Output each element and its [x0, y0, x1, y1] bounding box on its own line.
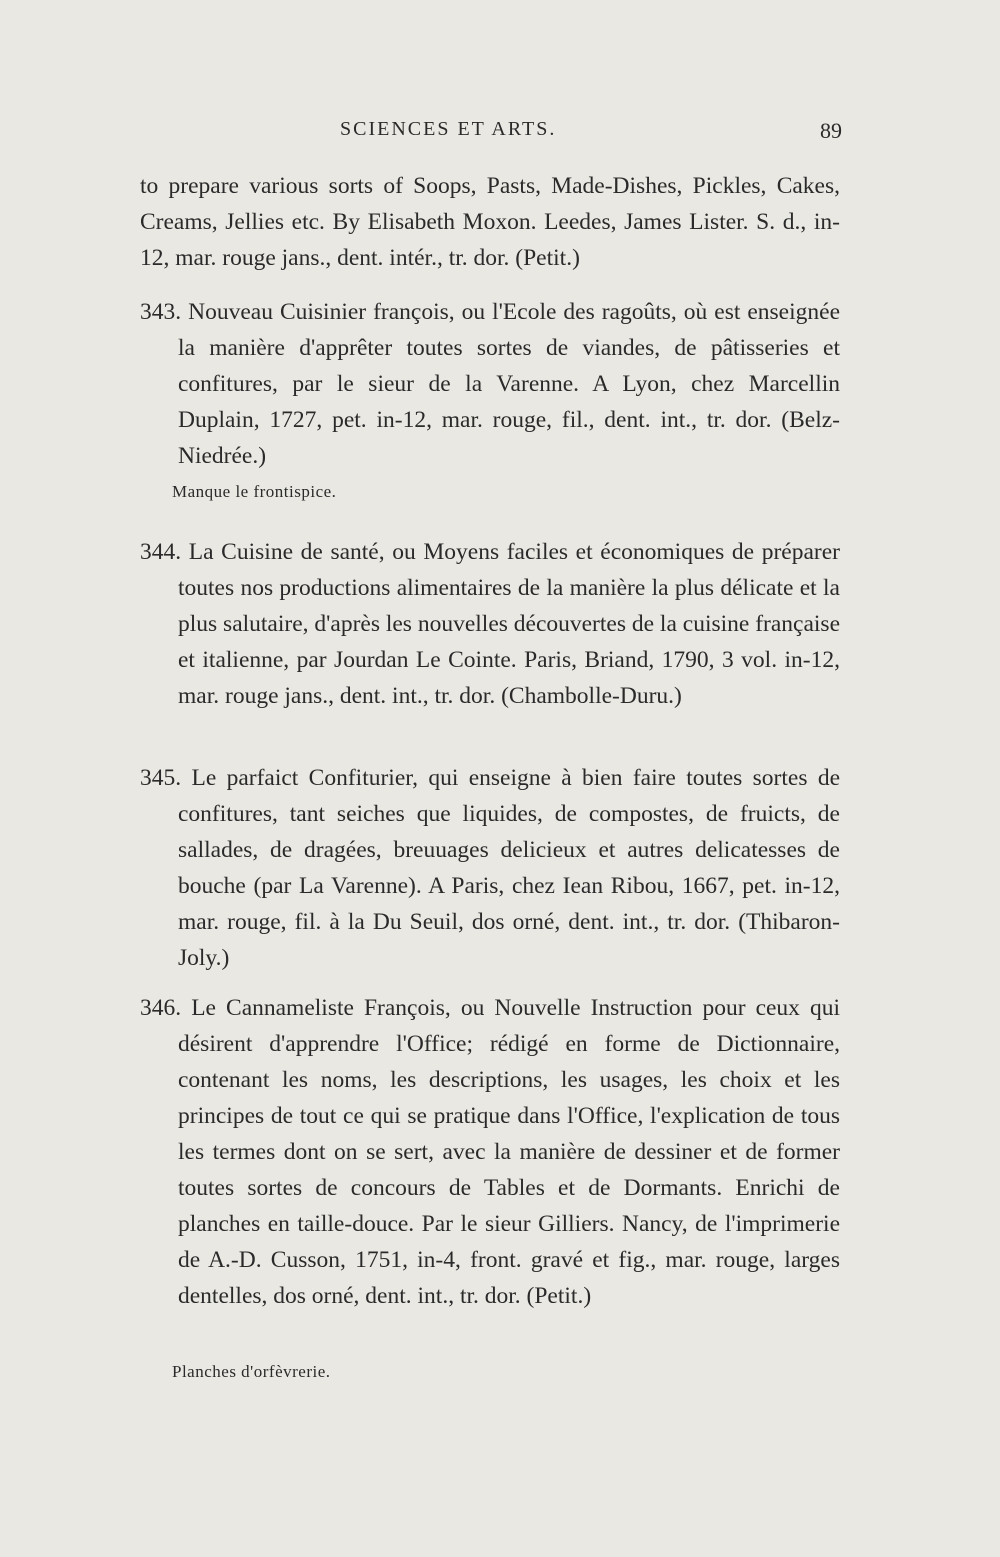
entry-345 [140, 760, 840, 976]
entry-number: 343. [140, 299, 182, 325]
entry-note: Planches d'orfèvrerie. [172, 1362, 331, 1381]
entry-346 [140, 990, 840, 1314]
entry-343 [140, 294, 840, 474]
entry-number: 345. [140, 765, 182, 791]
entry-note: Manque le frontispice. [172, 482, 337, 501]
continuation-paragraph [140, 168, 840, 276]
running-title: SCIENCES ET ARTS. [340, 118, 557, 140]
entry-text: Le Cannameliste François, ou Nouvelle Instruction pour ceux qui désirent d'apprendre l'Office; rédigé en forme de Dictionnaire, contenant les noms, les descriptions, les usages, les choix et les principes de tout ce qui se pratique dans l'Office, l'explication de tous les termes dont on se sert, avec la manière de dessiner et de former toutes sortes de concours de Tables et de Dormants. Enrichi de planches en taille-douce. Par le sieur Gilliers. Nancy, de l'imprimerie de A.-D. Cusson, 1751, in-4, front. gravé et fig., mar. rouge, larges dentelles, dos orné, dent. int., tr. dor. (Petit.) [178, 995, 841, 1309]
page-number: 89 [820, 118, 842, 143]
entry-text: La Cuisine de santé, ou Moyens faciles et économiques de préparer toutes nos productions alimentaires de la manière la plus délicate et la plus salutaire, d'après les nouvelles découvertes de la cuisine française et italienne, par Jourdan Le Cointe. Paris, Briand, 1790, 3 vol. in-12, mar. rouge jans., dent. int., tr. dor. (Chambolle-Duru.) [178, 539, 840, 709]
entry-text: Le parfaict Confiturier, qui enseigne à bien faire toutes sortes de confitures, tant seiches que liquides, de compostes, de fruicts, de sallades, de dragées, breuuages delicieux et autres delicatesses de bouche (par La Varenne). A Paris, chez Iean Ribou, 1667, pet. in-12, mar. rouge, fil. à la Du Seuil, dos orné, dent. int., tr. dor. (Thibaron-Joly.) [178, 765, 840, 971]
continuation-text: to prepare various sorts of Soops, Pasts, Made-Dishes, Pickles, Cakes, Creams, Jellies etc. By Elisabeth Moxon. Leedes, James Lister. S. d., in-12, mar. rouge jans., dent. intér., tr. dor. (Petit.) [140, 173, 840, 271]
entry-number: 344. [140, 539, 182, 565]
entry-344 [140, 534, 840, 714]
entry-number: 346. [140, 995, 182, 1021]
entry-text: Nouveau Cuisinier françois, ou l'Ecole des ragoûts, où est enseignée la manière d'apprêter toutes sortes de viandes, de pâtisseries et confitures, par le sieur de la Varenne. A Lyon, chez Marcellin Duplain, 1727, pet. in-12, mar. rouge, fil., dent. int., tr. dor. (Belz-Niedrée.) [178, 299, 841, 469]
running-header [140, 118, 840, 148]
